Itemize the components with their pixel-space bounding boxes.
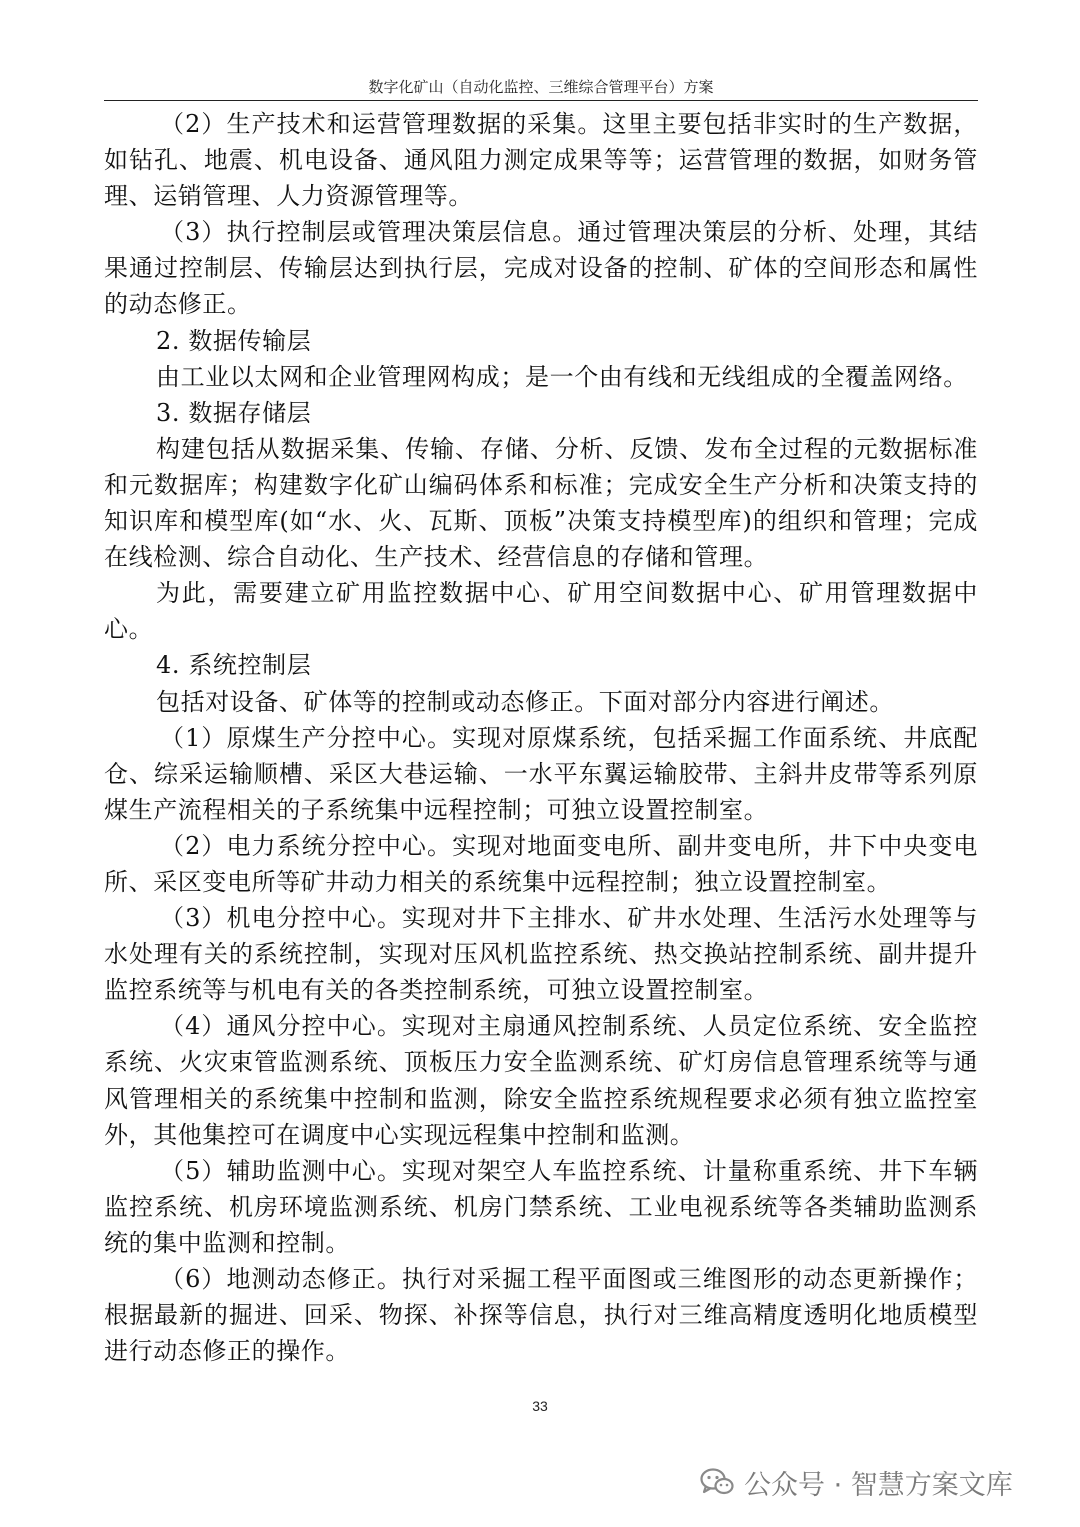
paragraph-control-4: （4）通风分控中心。实现对主扇通风控制系统、人员定位系统、安全监控系统、火灾束管监测系统、顶板压力安全监测系统、矿灯房信息管理系统等与通风管理相关的系统集中控制和监测，除安全监控系统规程要求必须有独立监控室外，其他集控可在调度中心实现远程集中控制和监测。 (104, 1012, 978, 1149)
paragraph-item-3: （3）执行控制层或管理决策层信息。通过管理决策层的分析、处理，其结果通过控制层、传输层达到执行层，完成对设备的控制、矿体的空间形态和属性的动态修正。 (104, 218, 978, 319)
watermark-text: 公众号 · 智慧方案文库 (744, 1469, 1013, 1501)
section-heading-4: 4. 系统控制层 (156, 651, 312, 680)
document-body (104, 106, 978, 1369)
paragraph-control-3: （3）机电分控中心。实现对井下主排水、矿井水处理、生活污水处理等与水处理有关的系统控制，实现对压风机监控系统、热交换站控制系统、副井提升监控系统等与机电有关的各类控制系统，可独立设置控制室。 (104, 904, 978, 1005)
paragraph-control-intro: 包括对设备、矿体等的控制或动态修正。下面对部分内容进行阐述。 (156, 687, 894, 716)
paragraph-control-5: （5）辅助监测中心。实现对架空人车监控系统、计量称重系统、井下车辆监控系统、机房环境监测系统、机房门禁系统、工业电视系统等各类辅助监测系统的集中监测和控制。 (104, 1156, 978, 1257)
paragraph-transport: 由工业以太网和企业管理网构成；是一个由有线和无线组成的全覆盖网络。 (156, 362, 968, 391)
page-header: 数字化矿山（自动化监控、三维综合管理平台）方案 (368, 78, 714, 96)
paragraph-control-1: （1）原煤生产分控中心。实现对原煤系统，包括采掘工作面系统、井底配仓、综采运输顺槽、采区大巷运输、一水平东翼运输胶带、主斜井皮带等系列原煤生产流程相关的子系统集中远程控制；可独立设置控制室。 (104, 723, 978, 824)
paragraph-control-6: （6）地测动态修正。执行对采掘工程平面图或三维图形的动态更新操作；根据最新的掘进、回采、物探、补探等信息，执行对三维高精度透明化地质模型进行动态修正的操作。 (104, 1265, 978, 1366)
header-rule (104, 100, 978, 101)
wechat-icon (700, 1467, 734, 1497)
section-heading-3: 3. 数据存储层 (156, 398, 312, 427)
section-heading-2: 2. 数据传输层 (156, 326, 312, 355)
paragraph-storage: 构建包括从数据采集、传输、存储、分析、反馈、发布全过程的元数据标准和元数据库；构建数字化矿山编码体系和标准；完成安全生产分析和决策支持的知识库和模型库(如“水、火、瓦斯、顶板”决策支持模型库)的组织和管理；完成在线检测、综合自动化、生产技术、经营信息的存储和管理。 (104, 434, 978, 572)
paragraph-control-2: （2）电力系统分控中心。实现对地面变电所、副井变电所，井下中央变电所、采区变电所等矿井动力相关的系统集中远程控制；独立设置控制室。 (104, 831, 978, 896)
watermark (700, 1458, 1013, 1506)
paragraph-data-centers: 为此，需要建立矿用监控数据中心、矿用空间数据中心、矿用管理数据中心。 (104, 579, 978, 644)
page-number: 33 (532, 1398, 548, 1414)
paragraph-item-2: （2）生产技术和运营管理数据的采集。这里主要包括非实时的生产数据，如钻孔、地震、机电设备、通风阻力测定成果等等；运营管理的数据，如财务管理、运销管理、人力资源管理等。 (104, 110, 978, 211)
